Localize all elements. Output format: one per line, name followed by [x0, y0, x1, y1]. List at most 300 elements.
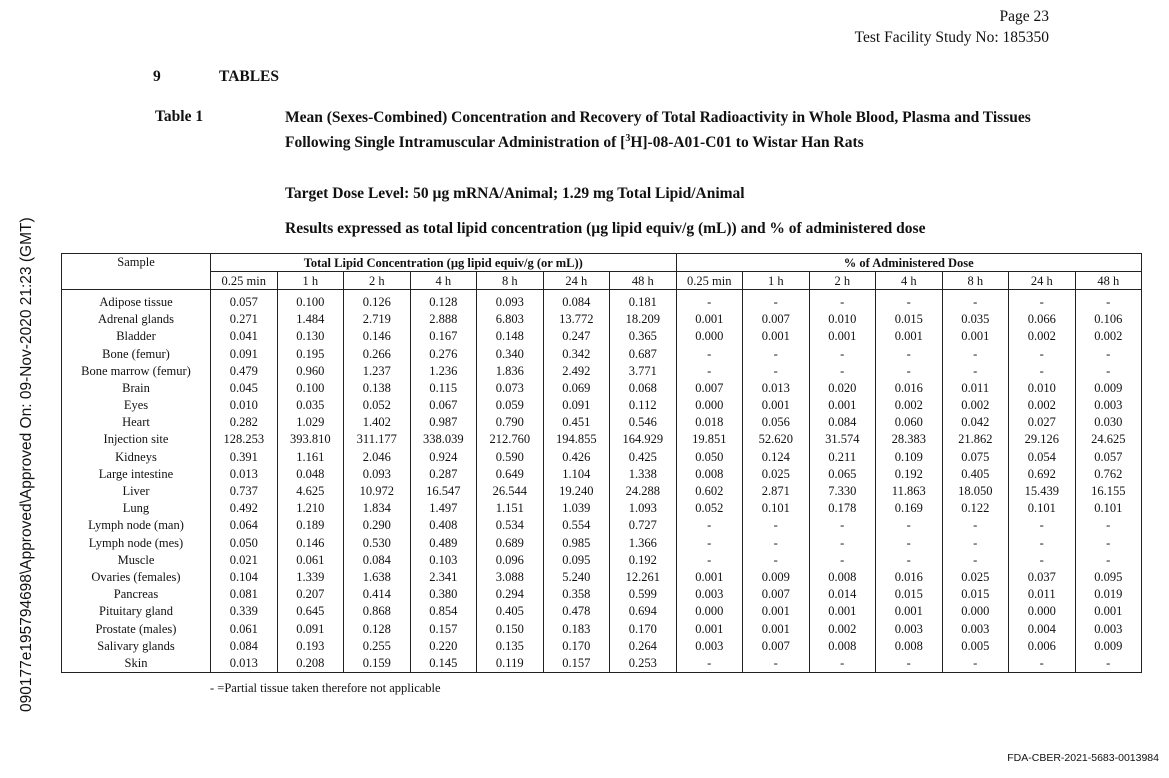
percent-dose-cell: 0.015 [876, 311, 943, 328]
concentration-cell: 0.052 [344, 397, 411, 414]
concentration-cell: 0.045 [211, 379, 278, 396]
sample-name-cell: Adrenal glands [62, 311, 211, 328]
concentration-cell: 2.046 [344, 448, 411, 465]
concentration-cell: 0.128 [344, 620, 411, 637]
percent-dose-cell: - [942, 345, 1009, 362]
concentration-cell: 0.112 [610, 397, 677, 414]
percent-dose-cell: 0.007 [743, 637, 810, 654]
percent-dose-cell: 0.010 [1009, 379, 1076, 396]
concentration-cell: 0.170 [610, 620, 677, 637]
concentration-cell: 0.091 [543, 397, 610, 414]
concentration-cell: 0.255 [344, 637, 411, 654]
percent-dose-cell: 0.106 [1075, 311, 1142, 328]
dose-level: Target Dose Level: 50 µg mRNA/Animal; 1.29 mg Total Lipid/Animal [285, 185, 745, 202]
sample-name-cell: Large intestine [62, 465, 211, 482]
concentration-cell: 0.104 [211, 568, 278, 585]
percent-dose-cell: 15.439 [1009, 482, 1076, 499]
sample-name-cell: Lymph node (mes) [62, 534, 211, 551]
isotope-superscript: 3 [625, 133, 631, 144]
percent-dose-cell: 0.001 [942, 328, 1009, 345]
concentration-cell: 24.288 [610, 482, 677, 499]
concentration-cell: 0.010 [211, 397, 278, 414]
concentration-cell: 393.810 [277, 431, 344, 448]
concentration-cell: 0.276 [410, 345, 477, 362]
concentration-cell: 0.340 [477, 345, 544, 362]
percent-dose-cell: 0.002 [809, 620, 876, 637]
percent-dose-cell: 0.002 [1075, 328, 1142, 345]
concentration-cell: 0.192 [610, 551, 677, 568]
concentration-cell: 16.547 [410, 482, 477, 499]
percent-dose-cell: - [876, 290, 943, 311]
percent-dose-cell: - [676, 551, 743, 568]
percent-dose-cell: 0.003 [942, 620, 1009, 637]
percent-dose-cell: 0.054 [1009, 448, 1076, 465]
concentration-cell: 0.093 [477, 290, 544, 311]
table-title-text: Mean (Sexes-Combined) Concentration and Recovery of Total Radioactivity in Whole Blood, Plasma and Tissues Following Single Intramuscular Administration of [ [285, 109, 1031, 152]
concentration-cell: 0.599 [610, 586, 677, 603]
sample-name-cell: Bone marrow (femur) [62, 362, 211, 379]
timepoint-header-pct: 48 h [1075, 272, 1142, 290]
concentration-cell: 0.492 [211, 500, 278, 517]
table-row [62, 448, 1142, 465]
concentration-cell: 128.253 [211, 431, 278, 448]
percent-dose-cell: - [1009, 290, 1076, 311]
percent-dose-cell: 0.006 [1009, 637, 1076, 654]
sample-name-cell: Muscle [62, 551, 211, 568]
sample-name-cell: Lung [62, 500, 211, 517]
concentration-cell: 0.170 [543, 637, 610, 654]
concentration-cell: 194.855 [543, 431, 610, 448]
percent-dose-cell: 0.095 [1075, 568, 1142, 585]
timepoint-header-row [62, 272, 1142, 290]
percent-dose-cell: 0.009 [743, 568, 810, 585]
percent-dose-cell: 0.001 [743, 328, 810, 345]
percent-dose-cell: 0.007 [676, 379, 743, 396]
percent-dose-cell: - [1009, 654, 1076, 672]
timepoint-header-conc: 8 h [477, 272, 544, 290]
concentration-cell: 1.236 [410, 362, 477, 379]
percent-dose-cell: - [1075, 345, 1142, 362]
concentration-cell: 1.338 [610, 465, 677, 482]
concentration-cell: 2.341 [410, 568, 477, 585]
percent-dose-cell: 0.075 [942, 448, 1009, 465]
percent-dose-cell: - [743, 654, 810, 672]
percent-dose-cell: 0.019 [1075, 586, 1142, 603]
concentration-cell: 1.484 [277, 311, 344, 328]
study-number: Test Facility Study No: 185350 [854, 29, 1049, 46]
percent-dose-cell: 0.122 [942, 500, 1009, 517]
percent-dose-cell: - [1075, 654, 1142, 672]
percent-dose-cell: 0.405 [942, 465, 1009, 482]
percent-dose-cell: - [1009, 517, 1076, 534]
concentration-cell: 0.148 [477, 328, 544, 345]
concentration-cell: 0.146 [344, 328, 411, 345]
percent-dose-cell: 0.002 [876, 397, 943, 414]
timepoint-header-pct: 1 h [743, 272, 810, 290]
percent-dose-cell: 0.030 [1075, 414, 1142, 431]
percent-dose-cell: - [676, 290, 743, 311]
percent-dose-cell: 0.101 [1075, 500, 1142, 517]
percent-dose-cell: - [1009, 345, 1076, 362]
table-title-text-end: H]-08-A01-C01 to Wistar Han Rats [630, 134, 864, 152]
concentration-cell: 0.405 [477, 603, 544, 620]
percent-dose-cell: - [1075, 290, 1142, 311]
percent-dose-cell: 0.001 [876, 603, 943, 620]
sample-name-cell: Salivary glands [62, 637, 211, 654]
sample-name-cell: Ovaries (females) [62, 568, 211, 585]
percent-dose-cell: 0.016 [876, 568, 943, 585]
percent-dose-cell: 0.016 [876, 379, 943, 396]
sample-name-cell: Prostate (males) [62, 620, 211, 637]
timepoint-header-conc: 48 h [610, 272, 677, 290]
timepoint-header-conc: 24 h [543, 272, 610, 290]
percent-dose-cell: 29.126 [1009, 431, 1076, 448]
concentration-cell: 0.220 [410, 637, 477, 654]
table-group-header-row [62, 254, 1142, 272]
percent-dose-cell: - [809, 517, 876, 534]
concentration-cell: 311.177 [344, 431, 411, 448]
percent-dose-cell: 0.008 [809, 568, 876, 585]
percent-dose-cell: - [743, 551, 810, 568]
concentration-cell: 0.554 [543, 517, 610, 534]
percent-dose-cell: 2.871 [743, 482, 810, 499]
concentration-cell: 0.868 [344, 603, 411, 620]
percent-dose-cell: - [676, 345, 743, 362]
concentration-cell: 0.081 [211, 586, 278, 603]
page-number: Page 23 [999, 8, 1049, 25]
timepoint-header-conc: 4 h [410, 272, 477, 290]
concentration-cell: 0.130 [277, 328, 344, 345]
concentration-cell: 0.041 [211, 328, 278, 345]
concentration-cell: 0.013 [211, 654, 278, 672]
table-row [62, 290, 1142, 311]
concentration-cell: 0.145 [410, 654, 477, 672]
timepoint-header-conc: 2 h [344, 272, 411, 290]
concentration-cell: 0.266 [344, 345, 411, 362]
percent-dose-cell: 0.010 [809, 311, 876, 328]
concentration-cell: 0.159 [344, 654, 411, 672]
percent-dose-cell: - [743, 290, 810, 311]
percent-dose-cell: 0.003 [676, 586, 743, 603]
percent-dose-cell: 0.002 [942, 397, 1009, 414]
percent-dose-cell: - [809, 551, 876, 568]
concentration-cell: 0.115 [410, 379, 477, 396]
concentration-cell: 0.426 [543, 448, 610, 465]
percent-dose-cell: - [942, 362, 1009, 379]
percent-dose-cell: 0.602 [676, 482, 743, 499]
sample-name-cell: Lymph node (man) [62, 517, 211, 534]
concentration-cell: 338.039 [410, 431, 477, 448]
table-row [62, 551, 1142, 568]
percent-dose-cell: 0.025 [743, 465, 810, 482]
concentration-cell: 164.929 [610, 431, 677, 448]
sample-name-cell: Liver [62, 482, 211, 499]
concentration-cell: 0.069 [543, 379, 610, 396]
percent-dose-cell: 0.050 [676, 448, 743, 465]
concentration-cell: 0.342 [543, 345, 610, 362]
concentration-cell: 0.479 [211, 362, 278, 379]
percent-dose-cell: - [1075, 517, 1142, 534]
concentration-cell: 0.489 [410, 534, 477, 551]
concentration-cell: 0.534 [477, 517, 544, 534]
concentration-cell: 0.135 [477, 637, 544, 654]
table-row [62, 586, 1142, 603]
concentration-cell: 0.253 [610, 654, 677, 672]
table-row [62, 654, 1142, 672]
sample-name-cell: Adipose tissue [62, 290, 211, 311]
percent-dose-cell: 0.025 [942, 568, 1009, 585]
dose-group-header: % of Administered Dose [676, 254, 1142, 272]
percent-dose-cell: - [809, 345, 876, 362]
sample-column-header: Sample [62, 254, 211, 290]
percent-dose-cell: - [809, 654, 876, 672]
percent-dose-cell: 0.000 [676, 328, 743, 345]
concentration-cell: 0.264 [610, 637, 677, 654]
concentration-cell: 0.103 [410, 551, 477, 568]
table-row [62, 500, 1142, 517]
percent-dose-cell: - [1009, 551, 1076, 568]
concentration-cell: 0.425 [610, 448, 677, 465]
percent-dose-cell: 0.003 [876, 620, 943, 637]
percent-dose-cell: 0.007 [743, 586, 810, 603]
percent-dose-cell: 0.009 [1075, 637, 1142, 654]
concentration-cell: 6.803 [477, 311, 544, 328]
percent-dose-cell: 0.124 [743, 448, 810, 465]
concentration-cell: 0.128 [410, 290, 477, 311]
percent-dose-cell: 0.002 [1009, 397, 1076, 414]
concentration-cell: 0.391 [211, 448, 278, 465]
concentration-cell: 0.095 [543, 551, 610, 568]
percent-dose-cell: - [876, 362, 943, 379]
concentration-cell: 0.687 [610, 345, 677, 362]
percent-dose-cell: 0.211 [809, 448, 876, 465]
concentration-cell: 1.210 [277, 500, 344, 517]
timepoint-header-pct: 2 h [809, 272, 876, 290]
concentration-cell: 1.237 [344, 362, 411, 379]
percent-dose-cell: 0.001 [743, 603, 810, 620]
percent-dose-cell: 0.001 [809, 397, 876, 414]
percent-dose-cell: 0.015 [876, 586, 943, 603]
concentration-cell: 1.029 [277, 414, 344, 431]
concentration-cell: 0.100 [277, 290, 344, 311]
concentration-cell: 0.067 [410, 397, 477, 414]
table-row [62, 637, 1142, 654]
concentration-cell: 0.207 [277, 586, 344, 603]
percent-dose-cell: 0.000 [942, 603, 1009, 620]
approval-stamp: 090177e195794698\Approved\Approved On: 09-Nov-2020 21:23 (GMT) [18, 217, 35, 712]
concentration-cell: 1.638 [344, 568, 411, 585]
concentration-cell: 0.590 [477, 448, 544, 465]
concentration-cell: 0.167 [410, 328, 477, 345]
percent-dose-cell: - [676, 362, 743, 379]
percent-dose-cell: 0.065 [809, 465, 876, 482]
percent-dose-cell: - [809, 534, 876, 551]
concentration-cell: 0.689 [477, 534, 544, 551]
results-note: Results expressed as total lipid concentration (µg lipid equiv/g (mL)) and % of administered dose [285, 220, 926, 237]
concentration-cell: 0.208 [277, 654, 344, 672]
concentration-cell: 0.093 [344, 465, 411, 482]
percent-dose-cell: 0.009 [1075, 379, 1142, 396]
concentration-cell: 0.854 [410, 603, 477, 620]
concentration-cell: 0.059 [477, 397, 544, 414]
data-table [61, 253, 1142, 673]
concentration-cell: 0.408 [410, 517, 477, 534]
table-label: Table 1 [155, 108, 204, 125]
concentration-cell: 1.402 [344, 414, 411, 431]
percent-dose-cell: 18.050 [942, 482, 1009, 499]
concentration-cell: 1.161 [277, 448, 344, 465]
concentration-cell: 0.150 [477, 620, 544, 637]
percent-dose-cell: 11.863 [876, 482, 943, 499]
sample-name-cell: Injection site [62, 431, 211, 448]
percent-dose-cell: 21.862 [942, 431, 1009, 448]
percent-dose-cell: - [942, 517, 1009, 534]
percent-dose-cell: 0.008 [809, 637, 876, 654]
concentration-cell: 0.737 [211, 482, 278, 499]
table-row [62, 328, 1142, 345]
table-row [62, 482, 1142, 499]
percent-dose-cell: 0.011 [942, 379, 1009, 396]
percent-dose-cell: 0.169 [876, 500, 943, 517]
concentration-cell: 0.091 [277, 620, 344, 637]
section-title: TABLES [219, 68, 280, 85]
table-row [62, 414, 1142, 431]
concentration-cell: 13.772 [543, 311, 610, 328]
concentration-cell: 0.119 [477, 654, 544, 672]
concentration-cell: 2.719 [344, 311, 411, 328]
concentration-cell: 0.271 [211, 311, 278, 328]
percent-dose-cell: - [942, 551, 1009, 568]
percent-dose-cell: 0.762 [1075, 465, 1142, 482]
percent-dose-cell: 31.574 [809, 431, 876, 448]
percent-dose-cell: 0.084 [809, 414, 876, 431]
percent-dose-cell: 0.052 [676, 500, 743, 517]
concentration-cell: 1.834 [344, 500, 411, 517]
percent-dose-cell: 0.003 [676, 637, 743, 654]
percent-dose-cell: - [876, 345, 943, 362]
percent-dose-cell: 0.692 [1009, 465, 1076, 482]
table-row [62, 379, 1142, 396]
concentration-cell: 0.727 [610, 517, 677, 534]
concentration-cell: 0.138 [344, 379, 411, 396]
concentration-cell: 0.013 [211, 465, 278, 482]
percent-dose-cell: 0.014 [809, 586, 876, 603]
concentration-cell: 0.294 [477, 586, 544, 603]
timepoint-header-pct: 8 h [942, 272, 1009, 290]
percent-dose-cell: 0.192 [876, 465, 943, 482]
concentration-cell: 0.126 [344, 290, 411, 311]
concentration-cell: 212.760 [477, 431, 544, 448]
concentration-cell: 0.193 [277, 637, 344, 654]
percent-dose-cell: 7.330 [809, 482, 876, 499]
concentration-cell: 0.061 [277, 551, 344, 568]
table-body [62, 290, 1142, 672]
percent-dose-cell: 0.066 [1009, 311, 1076, 328]
concentration-group-header: Total Lipid Concentration (µg lipid equiv/g (or mL)) [211, 254, 677, 272]
percent-dose-cell: - [1075, 551, 1142, 568]
concentration-cell: 0.365 [610, 328, 677, 345]
table-row [62, 517, 1142, 534]
percent-dose-cell: - [942, 654, 1009, 672]
percent-dose-cell: - [876, 534, 943, 551]
concentration-cell: 0.050 [211, 534, 278, 551]
percent-dose-cell: - [743, 534, 810, 551]
percent-dose-cell: 0.101 [743, 500, 810, 517]
concentration-cell: 0.287 [410, 465, 477, 482]
percent-dose-cell: 0.003 [1075, 397, 1142, 414]
concentration-cell: 0.924 [410, 448, 477, 465]
section-heading [153, 68, 279, 86]
percent-dose-cell: 0.001 [676, 620, 743, 637]
percent-dose-cell: 0.003 [1075, 620, 1142, 637]
percent-dose-cell: 0.027 [1009, 414, 1076, 431]
concentration-cell: 3.088 [477, 568, 544, 585]
percent-dose-cell: 24.625 [1075, 431, 1142, 448]
concentration-cell: 0.100 [277, 379, 344, 396]
percent-dose-cell: 0.011 [1009, 586, 1076, 603]
concentration-cell: 0.546 [610, 414, 677, 431]
percent-dose-cell: 0.018 [676, 414, 743, 431]
concentration-cell: 0.790 [477, 414, 544, 431]
percent-dose-cell: 0.001 [676, 568, 743, 585]
table-row [62, 397, 1142, 414]
timepoint-header-conc: 1 h [277, 272, 344, 290]
concentration-cell: 26.544 [477, 482, 544, 499]
document-id: FDA-CBER-2021-5683-0013984 [1007, 752, 1159, 764]
percent-dose-cell: 0.015 [942, 586, 1009, 603]
table-row [62, 345, 1142, 362]
concentration-cell: 0.358 [543, 586, 610, 603]
percent-dose-cell: - [1009, 362, 1076, 379]
concentration-cell: 1.339 [277, 568, 344, 585]
concentration-cell: 1.366 [610, 534, 677, 551]
sample-name-cell: Eyes [62, 397, 211, 414]
sample-name-cell: Bladder [62, 328, 211, 345]
percent-dose-cell: 52.620 [743, 431, 810, 448]
percent-dose-cell: 0.101 [1009, 500, 1076, 517]
concentration-cell: 0.157 [543, 654, 610, 672]
percent-dose-cell: 0.020 [809, 379, 876, 396]
concentration-cell: 1.093 [610, 500, 677, 517]
concentration-cell: 10.972 [344, 482, 411, 499]
percent-dose-cell: 0.001 [743, 620, 810, 637]
sample-name-cell: Kidneys [62, 448, 211, 465]
concentration-cell: 0.694 [610, 603, 677, 620]
sample-name-cell: Bone (femur) [62, 345, 211, 362]
sample-name-cell: Skin [62, 654, 211, 672]
table-row [62, 465, 1142, 482]
concentration-cell: 0.649 [477, 465, 544, 482]
table-row [62, 431, 1142, 448]
percent-dose-cell: - [743, 345, 810, 362]
timepoint-header-pct: 4 h [876, 272, 943, 290]
percent-dose-cell: - [1075, 362, 1142, 379]
section-number: 9 [153, 68, 161, 85]
percent-dose-cell: 0.007 [743, 311, 810, 328]
concentration-cell: 0.290 [344, 517, 411, 534]
concentration-cell: 0.339 [211, 603, 278, 620]
concentration-cell: 19.240 [543, 482, 610, 499]
concentration-cell: 0.091 [211, 345, 278, 362]
concentration-cell: 0.048 [277, 465, 344, 482]
table-row [62, 568, 1142, 585]
concentration-cell: 5.240 [543, 568, 610, 585]
table-row [62, 534, 1142, 551]
concentration-cell: 18.209 [610, 311, 677, 328]
percent-dose-cell: - [676, 517, 743, 534]
concentration-cell: 2.888 [410, 311, 477, 328]
timepoint-header-pct: 0.25 min [676, 272, 743, 290]
